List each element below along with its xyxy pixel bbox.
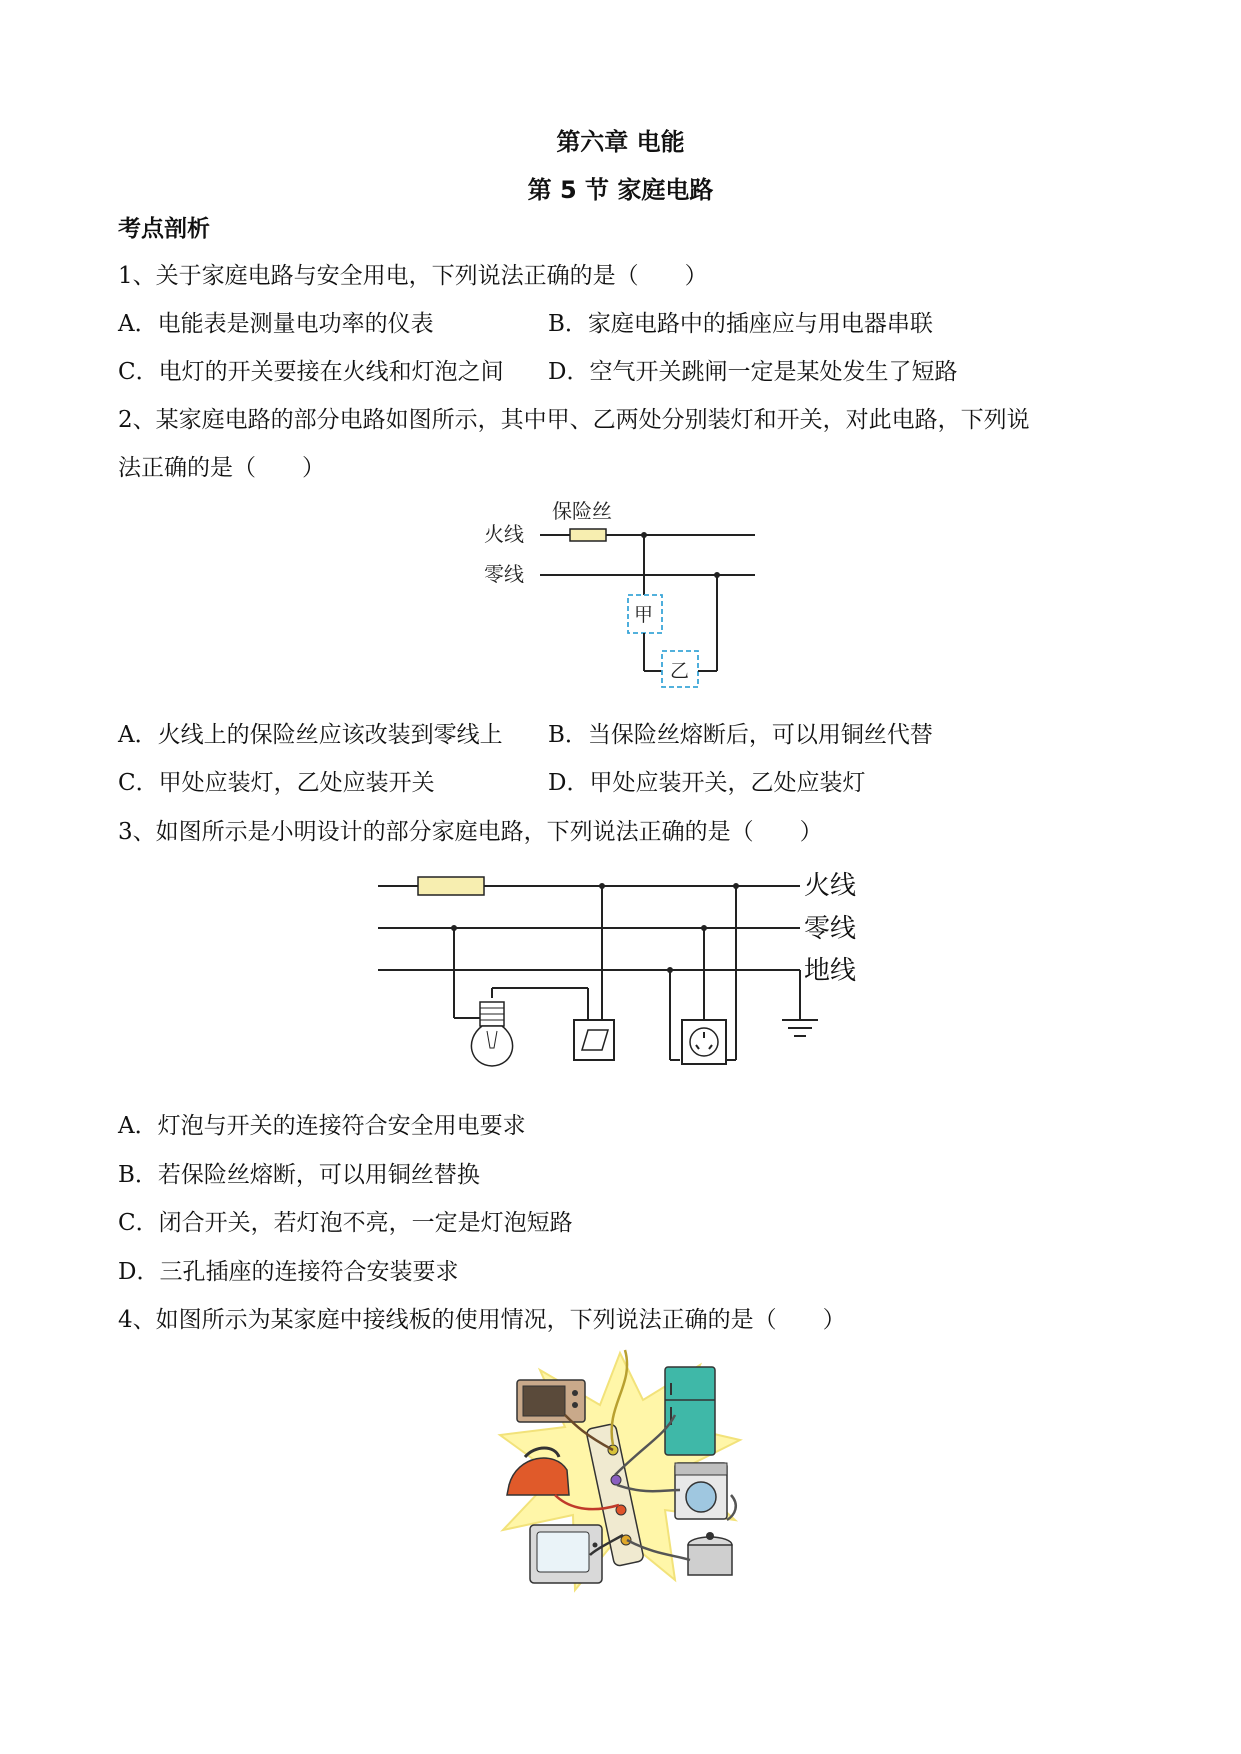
q2-live-label: 火线 [484, 522, 524, 546]
q2-circuit-diagram [470, 495, 770, 690]
q2-stem-line2: 法正确的是（ ） [118, 455, 325, 481]
q2-option-a: A．火线上的保险丝应该改装到零线上 [118, 722, 503, 748]
q3-option-d: D．三孔插座的连接符合安装要求 [118, 1259, 459, 1285]
q1-stem: 1、关于家庭电路与安全用电，下列说法正确的是（ ） [118, 263, 708, 289]
q3-stem: 3、如图所示是小明设计的部分家庭电路，下列说法正确的是（ ） [118, 819, 823, 845]
q2-jia-label: 甲 [634, 604, 654, 626]
q3-ground-label: 地线 [804, 956, 857, 986]
q4-stem: 4、如图所示为某家庭中接线板的使用情况，下列说法正确的是（ ） [118, 1307, 846, 1333]
q3-option-a: A．灯泡与开关的连接符合安全用电要求 [118, 1113, 526, 1139]
q2-neutral-label: 零线 [484, 562, 524, 586]
microwave-icon [517, 1380, 585, 1422]
q2-fuse [570, 529, 606, 541]
q3-socket-icon [682, 1020, 726, 1064]
q3-neutral-label: 零线 [804, 914, 857, 944]
q1-option-d: D．空气开关跳闸一定是某处发生了短路 [548, 359, 958, 385]
q3-bulb-icon [471, 1002, 512, 1066]
q2-stem-line1: 2、某家庭电路的部分电路如图所示，其中甲、乙两处分别装灯和开关，对此电路，下列说 [118, 407, 1030, 433]
q2-option-d: D．甲处应装开关，乙处应装灯 [548, 770, 866, 796]
q1-option-b: B．家庭电路中的插座应与用电器串联 [548, 311, 933, 337]
rice-cooker-icon [688, 1532, 732, 1575]
q3-fuse [418, 877, 484, 895]
washing-machine-icon [675, 1463, 727, 1519]
q1-option-c: C．电灯的开关要接在火线和灯泡之间 [118, 359, 504, 385]
q3-option-c: C．闭合开关，若灯泡不亮，一定是灯泡短路 [118, 1210, 573, 1236]
section-label: 考点剖析 [118, 216, 210, 242]
q2-option-c: C．甲处应装灯，乙处应装开关 [118, 770, 435, 796]
chapter-title: 第六章 电能 [556, 128, 685, 156]
q3-switch-icon [574, 1020, 614, 1060]
q3-option-b: B．若保险丝熔断，可以用铜丝替换 [118, 1162, 480, 1188]
q4-power-strip-illustration [495, 1345, 745, 1600]
refrigerator-icon [665, 1367, 715, 1455]
q2-fuse-label: 保险丝 [552, 499, 612, 523]
q2-option-b: B．当保险丝熔断后，可以用铜丝代替 [548, 722, 933, 748]
q3-live-label: 火线 [804, 871, 857, 901]
q2-yi-label: 乙 [670, 660, 690, 682]
section-title: 第 5 节 家庭电路 [527, 176, 714, 204]
q1-option-a: A．电能表是测量电功率的仪表 [118, 311, 434, 337]
q3-circuit-diagram [370, 850, 870, 1090]
